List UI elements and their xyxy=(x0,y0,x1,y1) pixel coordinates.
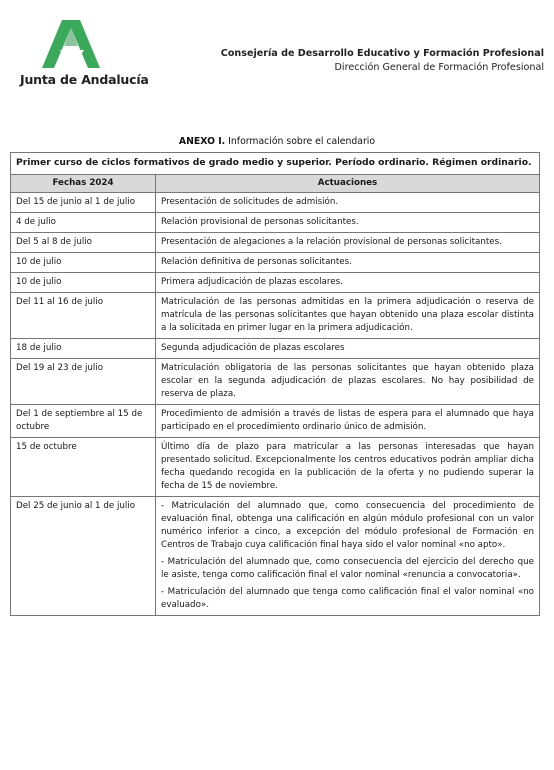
table-row xyxy=(11,232,540,252)
row-date: Del 11 al 16 de julio xyxy=(11,292,156,338)
table-row xyxy=(11,212,540,232)
calendar-table xyxy=(10,152,540,616)
table-row xyxy=(11,496,540,615)
table-heading-row xyxy=(11,153,540,175)
junta-logo-icon xyxy=(42,20,100,68)
row-date: 18 de julio xyxy=(11,338,156,358)
table-row xyxy=(11,404,540,437)
row-actions xyxy=(156,404,540,437)
table-column-headers xyxy=(11,174,540,192)
row-date: 4 de julio xyxy=(11,212,156,232)
row-date: 10 de julio xyxy=(11,272,156,292)
row-actions xyxy=(156,437,540,496)
col-header-actions: Actuaciones xyxy=(156,174,540,192)
action-text: Último día de plazo para matricular a las personas interesadas que hayan presentado solicitud. Excepcionalmente los centros educativos podrán ampliar dicha fecha quedando recogida en la publicación de la oferta y no pudiendo superar la fecha de 15 de noviembre. xyxy=(161,441,534,491)
table-row xyxy=(11,272,540,292)
department-name: Consejería de Desarrollo Educativo y Formación Profesional xyxy=(220,48,544,59)
row-actions xyxy=(156,232,540,252)
col-header-dates: Fechas 2024 xyxy=(11,174,156,192)
table-row xyxy=(11,358,540,404)
annex-title-rest: Información sobre el calendario xyxy=(225,136,376,147)
action-text: Matriculación de las personas admitidas en la primera adjudicación o reserva de matrícula de las personas solicitantes que hayan obtenido una plaza escolar distinta a la solicitada en primer lugar en la primera adjudicación. xyxy=(161,296,534,333)
row-actions xyxy=(156,358,540,404)
action-text: Relación definitiva de personas solicitantes. xyxy=(161,256,352,267)
action-text: - Matriculación del alumnado que, como consecuencia del procedimiento de evaluación final, obtenga una calificación en algún módulo profesional con un valor numérico inferior a cinco, a excepción del módulo profesional de Formación en Centros de Trabajo cuya calificación final haya sido el valor nominal «no apto». xyxy=(161,500,534,550)
table-row xyxy=(11,437,540,496)
action-text: Presentación de alegaciones a la relación provisional de personas solicitantes. xyxy=(161,236,502,247)
table-heading: Primer curso de ciclos formativos de grado medio y superior. Período ordinario. Régimen ordinario. xyxy=(11,153,540,175)
row-date: 15 de octubre xyxy=(11,437,156,496)
action-text: Segunda adjudicación de plazas escolares xyxy=(161,342,345,353)
row-actions xyxy=(156,272,540,292)
annex-title-bold: ANEXO I. xyxy=(178,136,226,147)
table-row xyxy=(11,338,540,358)
row-date: Del 5 al 8 de julio xyxy=(11,232,156,252)
table-row xyxy=(11,292,540,338)
action-text: Relación provisional de personas solicitantes. xyxy=(161,216,359,227)
row-date: Del 25 de junio al 1 de julio xyxy=(11,496,156,615)
row-date: 10 de julio xyxy=(11,252,156,272)
table-row xyxy=(11,192,540,212)
row-date: Del 19 al 23 de julio xyxy=(11,358,156,404)
row-actions xyxy=(156,212,540,232)
row-actions xyxy=(156,292,540,338)
row-actions xyxy=(156,338,540,358)
row-actions xyxy=(156,496,540,615)
department-header xyxy=(221,48,544,73)
action-text: Primera adjudicación de plazas escolares. xyxy=(161,276,343,287)
action-text: Presentación de solicitudes de admisión. xyxy=(161,196,339,207)
row-actions xyxy=(156,252,540,272)
action-text: - Matriculación del alumnado que tenga como calificación final el valor nominal «no evaluado». xyxy=(161,586,534,610)
action-text: - Matriculación del alumnado que, como consecuencia del ejercicio del derecho que le asiste, tenga como calificación final el valor nominal «renuncia a convocatoria». xyxy=(161,556,534,580)
row-date: Del 15 de junio al 1 de julio xyxy=(11,192,156,212)
row-actions xyxy=(156,192,540,212)
annex-title xyxy=(0,136,554,147)
table-row xyxy=(11,252,540,272)
action-text: Procedimiento de admisión a través de listas de espera para el alumnado que haya participado en el procedimiento ordinario único de admisión. xyxy=(161,408,534,432)
directorate-name: Dirección General de Formación Profesional xyxy=(334,62,544,73)
row-date: Del 1 de septiembre al 15 de octubre xyxy=(11,404,156,437)
action-text: Matriculación obligatoria de las personas solicitantes que hayan obtenido plaza escolar en la segunda adjudicación de plazas escolares. No hay posibilidad de reserva de plaza. xyxy=(161,362,534,399)
logo-text: Junta de Andalucía xyxy=(20,72,149,87)
